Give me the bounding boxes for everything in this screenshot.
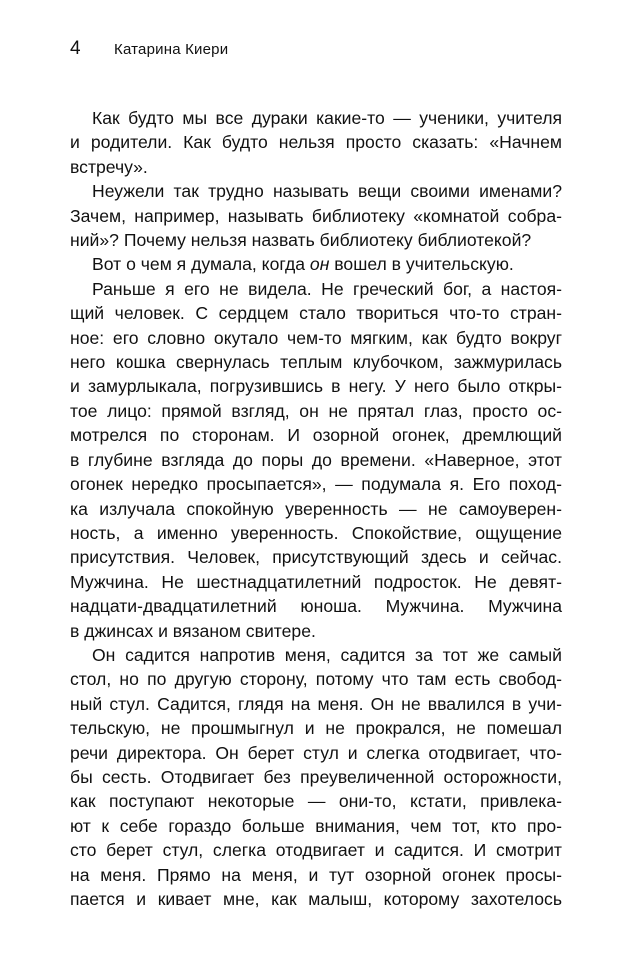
text-line: щий человек. С сердцем стало твориться что-то стран- — [70, 303, 562, 324]
text-line: в глубине взгляда до поры до времени. «Наверное, этот — [70, 449, 562, 470]
text-line: Неужели так трудно называть вещи своими именами? — [92, 181, 562, 202]
text-line: бы сесть. Отодвигает без преувеличенной осторожности, — [70, 766, 562, 787]
text-line: Он садится напротив меня, садится за тот же самый — [92, 644, 562, 665]
paragraph — [70, 277, 562, 643]
text-line: Мужчина. Не шестнадцатилетний подросток. Не девят- — [70, 571, 562, 592]
text-run: вошел в учительскую. — [329, 254, 514, 275]
text-line: ность, а именно уверенность. Спокойствие, ощущение — [70, 522, 562, 543]
text-run: Вот о чем я думала, когда — [92, 254, 310, 275]
text-line: пается и кивает мне, как малыш, которому захотелось — [70, 889, 562, 909]
text-line: и родители. Как будто нельзя просто сказать: «Начнем — [70, 132, 562, 153]
text-line: на меня. Прямо на меня, и тут озорной огонек просы- — [70, 864, 562, 885]
text-line: ный стул. Садится, глядя на меня. Он не ввалился в учи- — [70, 693, 562, 714]
text-line: ют к себе гораздо больше внимания, чем тот, кто про- — [70, 815, 562, 836]
text-line: него кошка свернулась теплым клубочком, зажмурилась — [70, 352, 562, 373]
text-line: стол, но по другую сторону, потому что там есть свобод- — [70, 669, 562, 690]
text-line: ний»? Почему нельзя назвать библиотеку библиотекой? — [70, 230, 532, 251]
page-number: 4 — [70, 38, 81, 59]
italic-word: он — [309, 254, 330, 275]
text-line: речи директора. Он берет стул и слегка отодвигает, что- — [70, 742, 562, 763]
text-line: тельскую, не прошмыгнул и не прокрался, не помешал — [70, 718, 562, 739]
text-line: сто берет стул, слегка отодвигает и садится. И смотрит — [70, 840, 562, 861]
text-line: тое лицо: прямой взгляд, он не прятал глаз, просто ос- — [70, 400, 562, 421]
text-line: как поступают некоторые — они-то, кстати, привлека- — [70, 791, 562, 812]
text-line — [70, 252, 562, 276]
text-line: Зачем, например, называть библиотеку «комнатой собра- — [70, 205, 562, 226]
text-line: присутствия. Человек, присутствующий здесь и сейчас. — [70, 547, 562, 568]
paragraph — [70, 106, 562, 179]
text-line: Как будто мы все дураки какие-то — ученики, учителя — [92, 108, 562, 128]
text-line: в джинсах и вязаном свитере. — [70, 620, 316, 641]
text-line: ное: его словно окутало чем-то мягким, как будто вокруг — [70, 327, 562, 348]
paragraph — [70, 643, 562, 911]
text-line: огонек нередко просыпается», — подумала я. Его поход- — [70, 474, 562, 495]
text-line: встречу». — [70, 156, 148, 177]
text-line: мотрелся по сторонам. И озорной огонек, дремлющий — [70, 425, 562, 446]
text-line: Раньше я его не видела. Не греческий бог, а настоя- — [92, 278, 562, 299]
text-line: надцати-двадцатилетний юноша. Мужчина. Мужчина — [70, 596, 562, 617]
author-name: Катарина Киери — [114, 41, 229, 58]
text-line: и замурлыкала, погрузившись в негу. У него было откры- — [70, 376, 562, 397]
body-text — [70, 106, 562, 911]
paragraph — [70, 252, 562, 276]
running-header — [70, 38, 228, 68]
text-line: ка излучала спокойную уверенность — не самоуверен- — [70, 498, 562, 519]
paragraph — [70, 179, 562, 252]
